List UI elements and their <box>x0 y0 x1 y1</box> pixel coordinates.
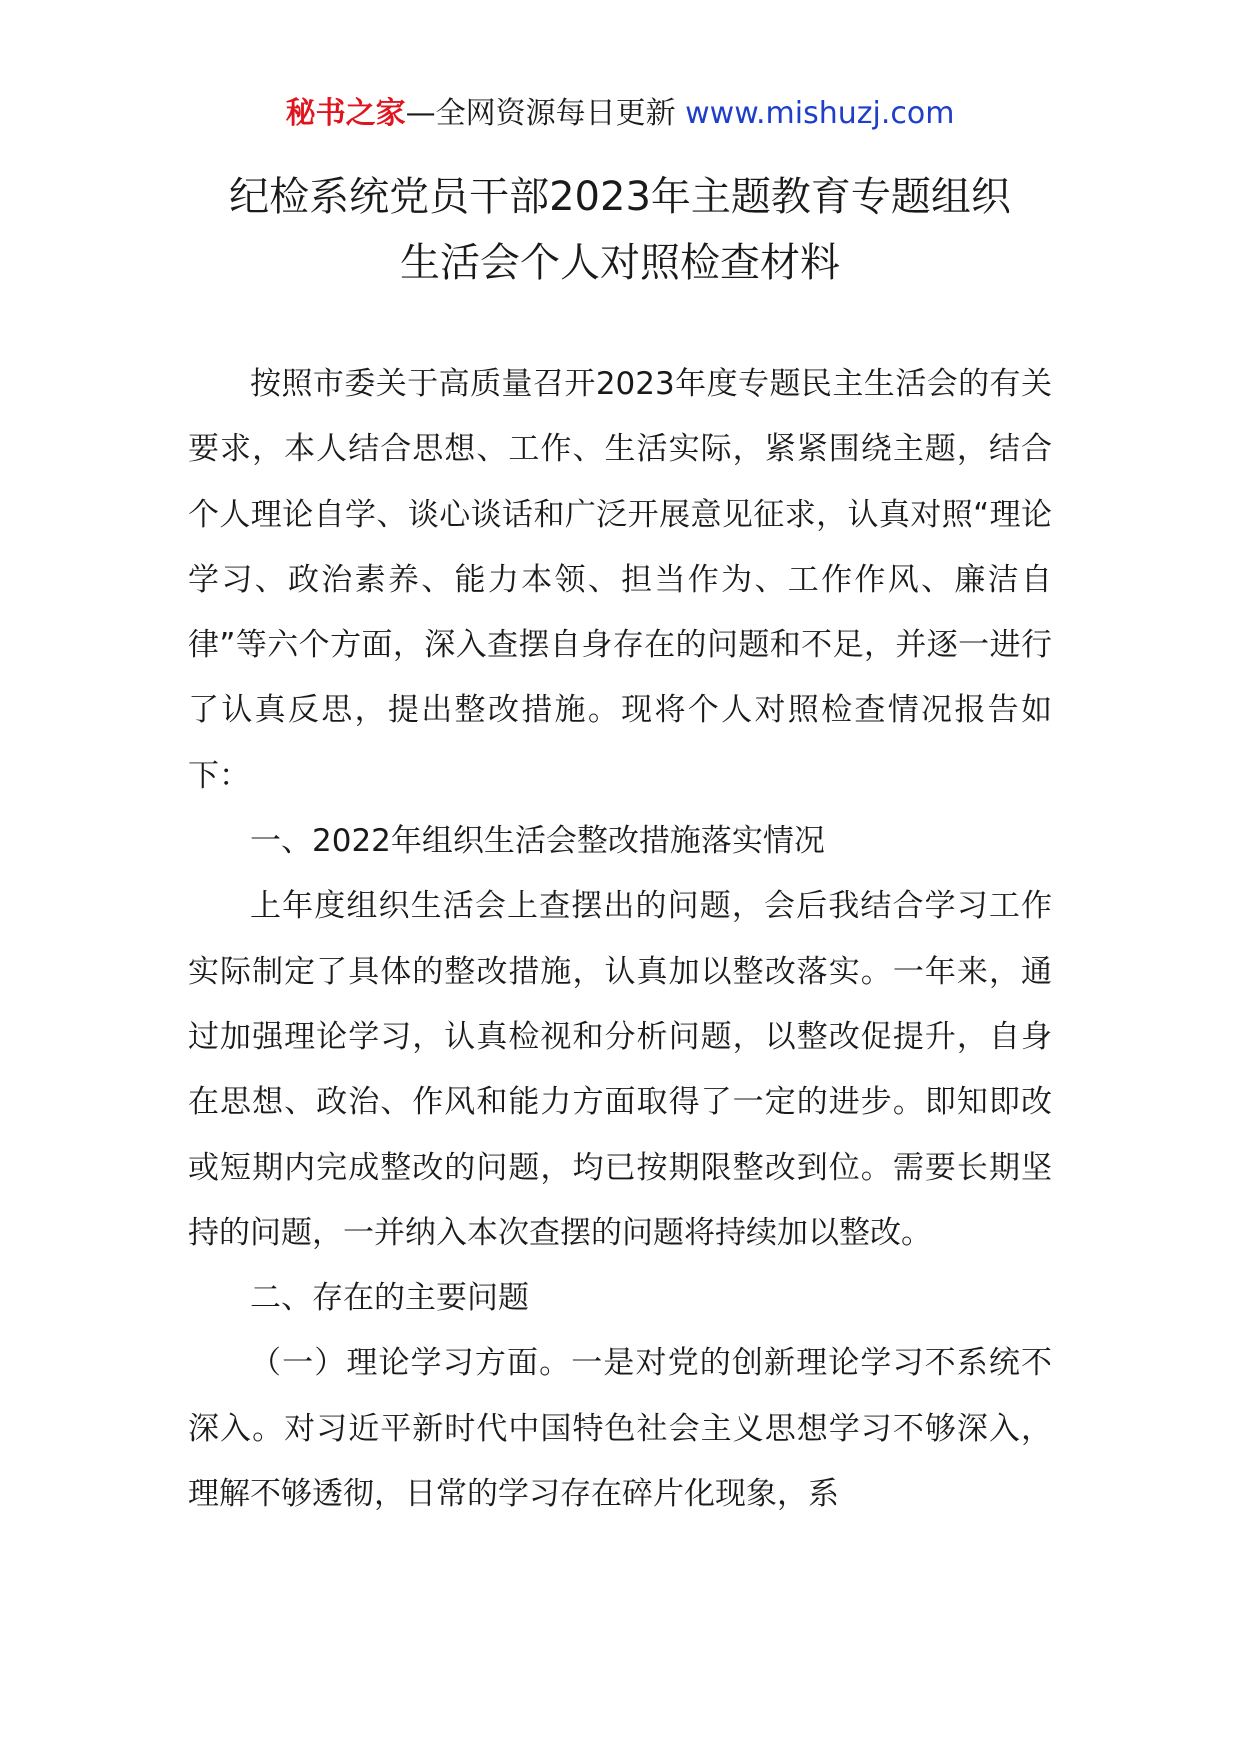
document-title <box>0 164 1240 296</box>
site-header <box>0 94 1240 134</box>
title-line-2: 生活会个人对照检查材料 <box>400 240 840 286</box>
section-1-paragraph: 上年度组织生活会上查摆出的问题，会后我结合学习工作实际制定了具体的整改措施，认真加以整改落实。一年来，通过加强理论学习，认真检视和分析问题，以整改促提升，自身在思想、政治、作风和能力方面取得了一定的进步。即知即改或短期内完成整改的问题，均已按期限整改到位。需要长期坚持的问题，一并纳入本次查摆的问题将持续加以整改。 <box>188 888 1052 1251</box>
site-url-link[interactable]: www.mishuzj.com <box>685 96 955 131</box>
document-body <box>188 352 1052 1527</box>
intro-paragraph: 按照市委关于高质量召开2023年度专题民主生活会的有关要求，本人结合思想、工作、生活实际，紧紧围绕主题，结合个人理论自学、谈心谈话和广泛开展意见征求，认真对照“理论学习、政治素养、能力本领、担当作为、工作作风、廉洁自律”等六个方面，深入查摆自身存在的问题和不足，并逐一进行了认真反思，提出整改措施。现将个人对照检查情况报告如下： <box>188 366 1052 794</box>
brand-name: 秘书之家 <box>285 96 406 131</box>
title-line-1: 纪检系统党员干部2023年主题教育专题组织 <box>229 174 1011 220</box>
section-heading-2: 二、存在的主要问题 <box>250 1280 529 1317</box>
section-2-item-1-paragraph: （一）理论学习方面。一是对党的创新理论学习不系统不深入。对习近平新时代中国特色社会主义思想学习不够深入，理解不够透彻，日常的学习存在碎片化现象，系 <box>188 1345 1052 1513</box>
section-heading-1: 一、2022年组织生活会整改措施落实情况 <box>250 823 825 860</box>
header-tagline: —全网资源每日更新 <box>405 96 676 131</box>
